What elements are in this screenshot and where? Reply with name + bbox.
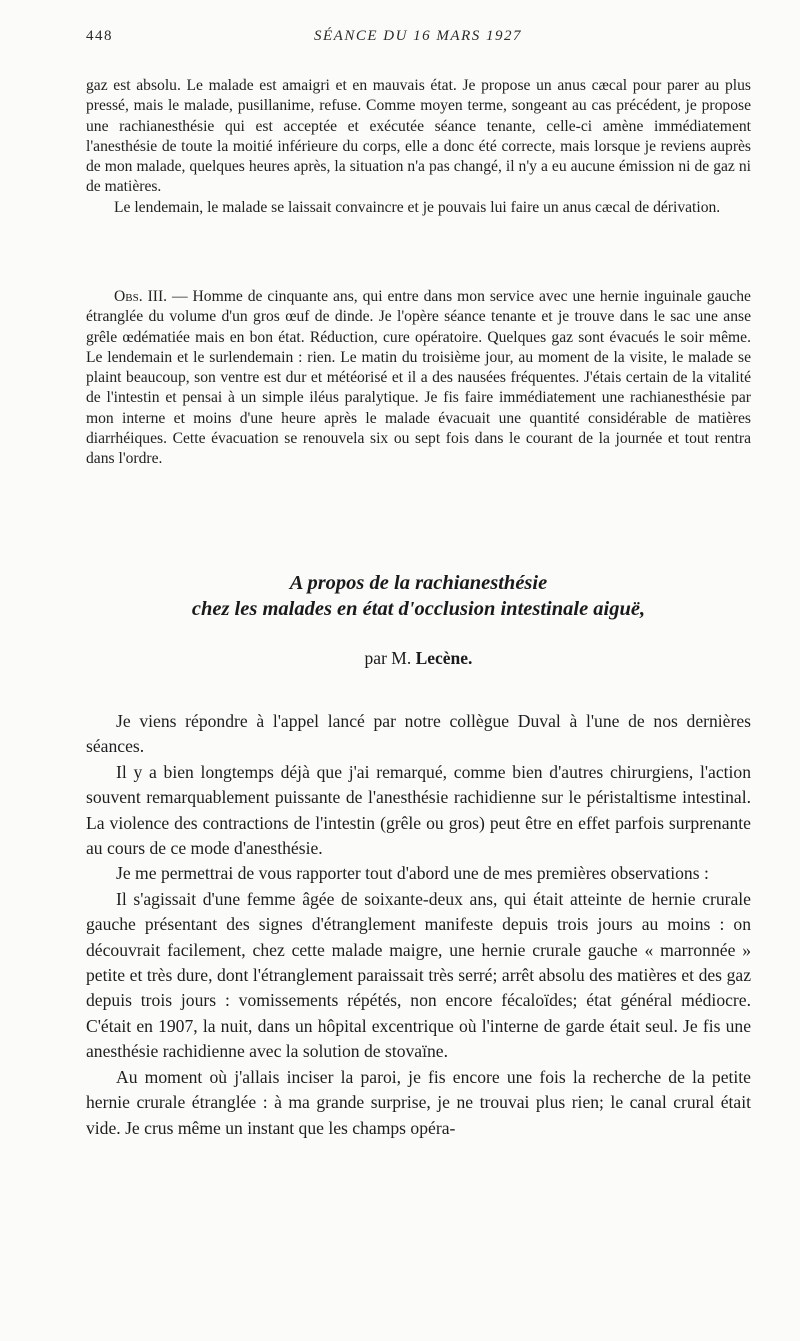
- article-title: [86, 570, 751, 622]
- body-paragraph: Je viens répondre à l'appel lancé par notre collègue Duval à l'une de nos dernières séances.: [86, 711, 751, 757]
- running-title: SÉANCE DU 16 MARS 1927: [314, 28, 522, 44]
- body-paragraph: Je me permettrai de vous rapporter tout d'abord une de mes premières observations :: [116, 863, 709, 884]
- article-title-line: A propos de la rachianesthésie: [289, 572, 548, 594]
- continuation-paragraph: gaz est absolu. Le malade est amaigri et en mauvais état. Je propose un anus cæcal pour parer au plus pressé, mais le malade, pusillanime, refuse. Comme moyen terme, songeant au cas précédent, je propose une rachianesthésie qui est acceptée et exécutée séance tenante, celle-ci amène immédiatement l'anesthésie de toute la moitié inférieure du corps, elle a donc été correcte, mais lorsque je reviens auprès de mon malade, quelques heures après, la situation n'a pas changé, il n'y a eu aucune émission ni de gaz ni de matières.: [86, 77, 751, 196]
- page-number: 448: [86, 28, 113, 44]
- body-paragraph: Au moment où j'allais inciser la paroi, je fis encore une fois la recherche de la petite hernie crurale étranglée : à ma grande surprise, je ne trouvai plus rien; le canal crural était vide. Je crus même un instant que les champs opéra-: [86, 1066, 751, 1138]
- byline-prefix: par M.: [364, 648, 416, 668]
- running-header: [86, 28, 750, 52]
- continuation-paragraph: Le lendemain, le malade se laissait convaincre et je pouvais lui faire un anus cæcal de dérivation.: [114, 198, 721, 216]
- article-body: [86, 709, 751, 1141]
- body-paragraph: Il y a bien longtemps déjà que j'ai remarqué, comme bien d'autres chirurgiens, l'action souvent remarquablement puissante de l'anesthésie rachidienne sur le péristaltisme intestinal. La violence des contractions de l'intestin (grêle ou gros) peut être en effet parfois surprenante au cours de ce mode d'anesthésie.: [86, 761, 751, 859]
- continuation-text: [86, 76, 751, 218]
- observation-three: [86, 287, 751, 470]
- observation-text: — Homme de cinquante ans, qui entre dans mon service avec une hernie inguinale gauche étranglée du volume d'un gros œuf de dinde. Je l'opère séance tenante et je trouve dans le sac une anse grêle œdématiée mais en bon état. Réduction, cure opératoire. Quelques gaz sont évacués le soir même. Le lendemain et le surlendemain : rien. Le matin du troisième jour, au moment de la visite, le malade se plaint beaucoup, son ventre est dur et météorisé et il a des nausées fréquentes. J'étais certain de la vitalité de l'intestin et pensai à un simple iléus paralytique. Je fis faire immédiatement une rachianesthésie par mon interne et moins d'une heure après le malade évacuait une quantité considérable de matières diarrhéiques. Cette évacuation se renouvela six ou sept fois dans le courant de la journée et tout rentra dans l'ordre.: [86, 288, 751, 468]
- byline: [86, 648, 751, 669]
- article-title-line: chez les malades en état d'occlusion intestinale aiguë,: [191, 598, 646, 620]
- author-name: Lecène.: [415, 648, 473, 668]
- observation-paragraph: [86, 287, 751, 470]
- observation-label: Obs. III.: [114, 288, 168, 305]
- body-paragraph: Il s'agissait d'une femme âgée de soixante-deux ans, qui était atteinte de hernie crurale gauche présentant des signes d'étranglement manifeste depuis trois jours au moins : on découvrait facilement, chez cette malade maigre, une hernie crurale gauche « marronnée » petite et très dure, dont l'étranglement paraissait très serré; arrêt absolu des matières et des gaz depuis trois jours : vomissements répétés, non encore fécaloïdes; état général médiocre. C'était en 1907, la nuit, dans un hôpital excentrique où l'interne de garde était seul. Je fis une anesthésie rachidienne avec la solution de stovaïne.: [86, 888, 751, 1062]
